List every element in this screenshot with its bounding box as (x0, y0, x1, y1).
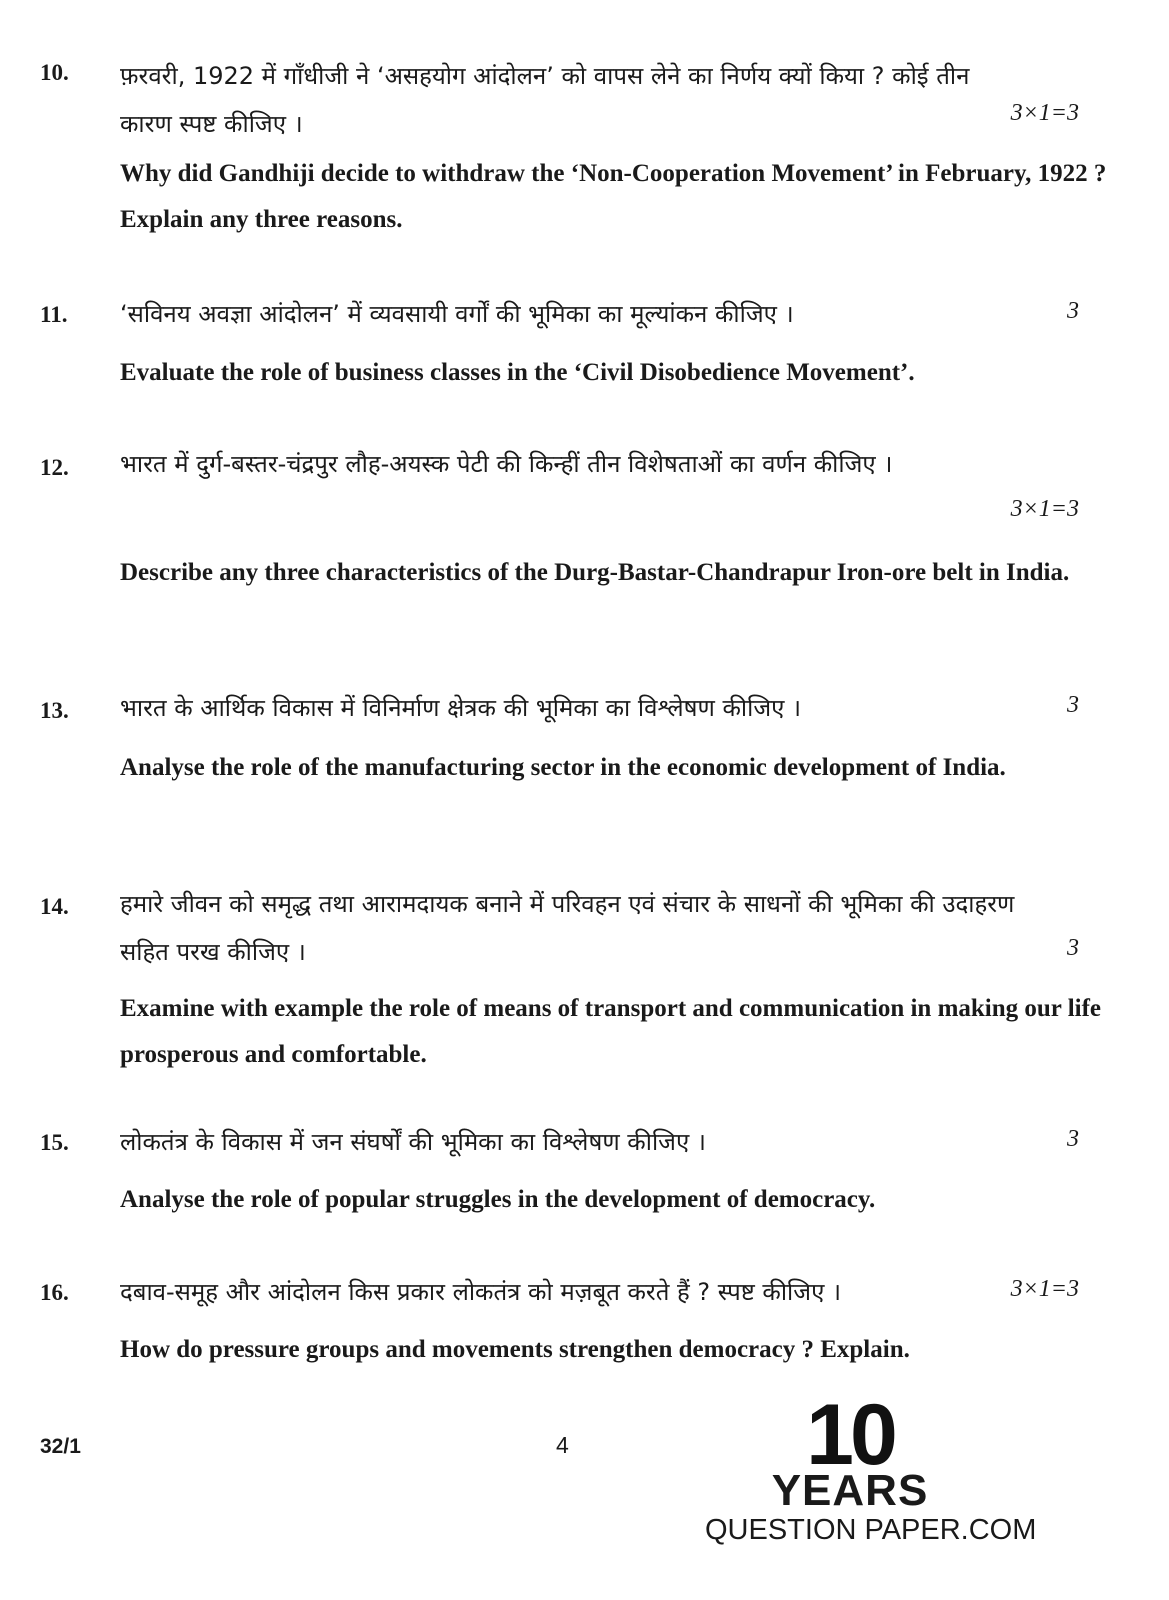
watermark-number: 10 (806, 1387, 894, 1483)
question-marks: 3×1=3 (1010, 1276, 1079, 1302)
question-number: 13. (40, 698, 69, 723)
question-number: 12. (40, 455, 69, 480)
question-text-hindi: भारत के आर्थिक विकास में विनिर्माण क्षेत्रक की भूमिका का विश्लेषण कीजिए । (120, 694, 802, 722)
paper-code: 32/1 (40, 1435, 81, 1458)
question-text-english: Examine with example the role of means of transport and communication in making our life prosperous and comfortable. (120, 995, 1102, 1068)
question-text-hindi: हमारे जीवन को समृद्ध तथा आरामदायक बनाने में परिवहन एवं संचार के साधनों की भूमिका की उदाहरण सहित परख कीजिए । (120, 890, 1015, 966)
watermark-site: QUESTION PAPER.COM (705, 1514, 1037, 1546)
question-marks: 3×1=3 (1010, 100, 1079, 126)
question-marks: 3 (1067, 935, 1079, 961)
question-text-english: Evaluate the role of business classes in the ‘Civil Disobedience Movement’. (120, 359, 915, 386)
question-text-hindi: ‘सविनय अवज्ञा आंदोलन’ में व्यवसायी वर्गों की भूमिका का मूल्यांकन कीजिए । (120, 300, 794, 328)
question-number: 11. (40, 302, 68, 327)
question-text-hindi: लोकतंत्र के विकास में जन संघर्षों की भूमिका का विश्लेषण कीजिए । (120, 1128, 706, 1156)
question-text-hindi: भारत में दुर्ग-बस्तर-चंद्रपुर लौह-अयस्क पेटी की किन्हीं तीन विशेषताओं का वर्णन कीजिए । (120, 450, 893, 478)
question-marks: 3 (1067, 1126, 1079, 1152)
question-text-english: How do pressure groups and movements strengthen democracy ? Explain. (120, 1336, 910, 1363)
question-text-english: Analyse the role of the manufacturing sector in the economic development of India. (120, 754, 1006, 781)
watermark-logo (705, 1387, 1037, 1572)
question-text-hindi: फ़रवरी, 1922 में गाँधीजी ने ‘असहयोग आंदोलन’ को वापस लेने का निर्णय क्यों किया ? कोई तीन कारण स्पष्ट कीजिए । (120, 62, 970, 138)
page-number: 4 (556, 1432, 569, 1458)
question-text-english: Describe any three characteristics of the Durg-Bastar-Chandrapur Iron-ore belt in India. (120, 559, 1070, 586)
question-number: 15. (40, 1130, 69, 1155)
question-text-english: Analyse the role of popular struggles in the development of democracy. (120, 1186, 876, 1213)
question-number: 16. (40, 1280, 69, 1305)
question-marks: 3×1=3 (1010, 496, 1079, 522)
question-text-english: Why did Gandhiji decide to withdraw the ‘Non-Cooperation Movement’ in February, 1922 ? Explain any three reasons. (120, 160, 1107, 233)
watermark-years: YEARS (771, 1466, 929, 1515)
question-marks: 3 (1067, 298, 1079, 324)
question-marks: 3 (1067, 692, 1079, 718)
question-number: 10. (40, 60, 69, 85)
question-text-hindi: दबाव-समूह और आंदोलन किस प्रकार लोकतंत्र को मज़बूत करते हैं ? स्पष्ट कीजिए । (120, 1278, 842, 1306)
question-number: 14. (40, 894, 69, 919)
